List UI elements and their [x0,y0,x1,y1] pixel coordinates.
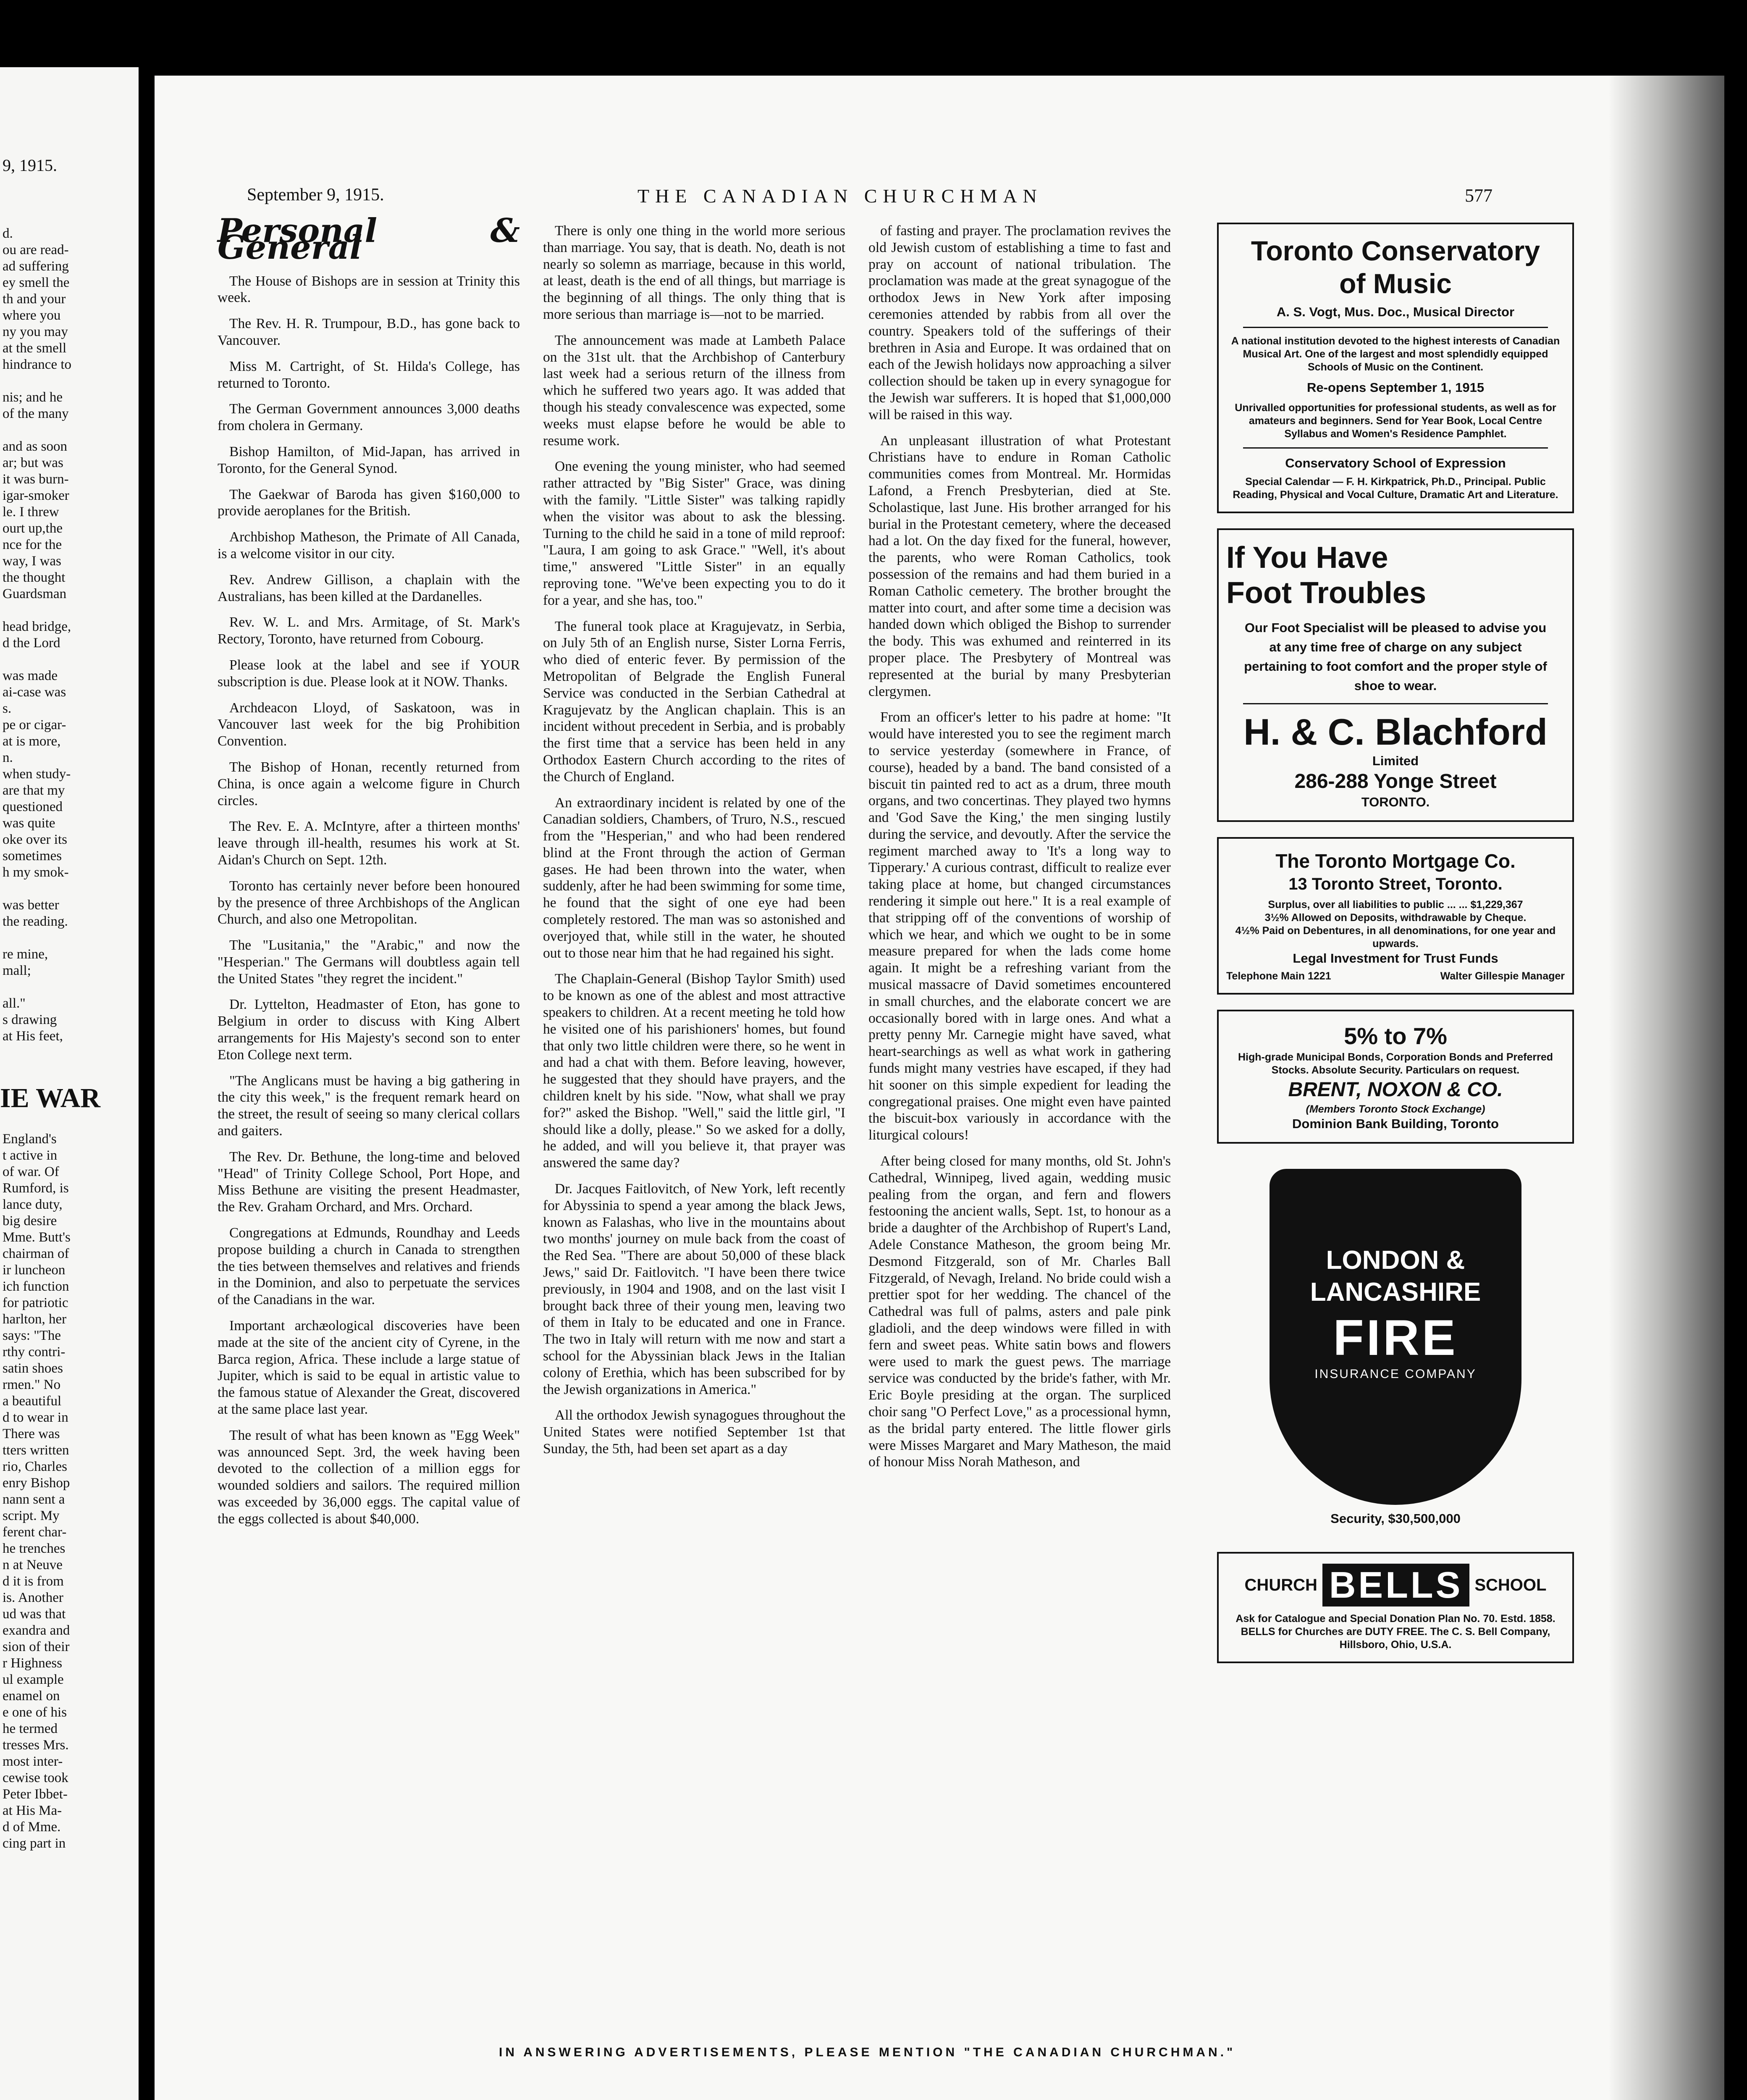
text-fragment: and as soon [3,439,67,454]
article-paragraph: The result of what has been known as "Egg Week" was announced Sept. 3rd, the week having been devoted to the collection of a million eggs for wounded soldiers and sailors. The required million was exceeded by 36,000 eggs. The capital value of the eggs collected is about $40,000. [218,1427,520,1527]
text-fragment: mall; [3,963,31,978]
article-paragraph: Archbishop Matheson, the Primate of All Canada, is a welcome visitor in our city. [218,529,520,562]
text-fragment: enry Bishop [3,1475,70,1491]
article-paragraph: The Rev. E. A. McIntyre, after a thirteen months' leave through ill-health, resumes his work at St. Aidan's Church on Sept. 12th. [218,819,520,868]
text-fragment: when study- [3,766,71,782]
article-paragraph: Rev. Andrew Gillison, a chaplain with the Australians, has been killed at the Dardanelles. [218,572,520,604]
adjacent-page-heading: IE WAR [0,1083,101,1113]
text-fragment: harlton, her [3,1312,67,1327]
column-3 [868,223,1171,1480]
column-personal-general [218,212,520,1537]
text-fragment: he trenches [3,1541,66,1556]
bells-banner [1226,1564,1565,1606]
text-fragment: ey smell the [3,275,70,290]
ad-title: Toronto Conservatory [1251,235,1540,266]
ad-church-bells [1217,1552,1574,1663]
article-paragraph: Bishop Hamilton, of Mid-Japan, has arrived in Toronto, for the General Synod. [218,444,520,476]
article-paragraph: From an officer's letter to his padre at home: "It would have interested you to see the regiment march to service yesterday (somewhere in France, of course), headed by a band. The band consisted of a biscuit tin painted red to act as a drum, three mouth organs, and two concertinas. They played two hymns and 'God Save the King,' the men singing lustily during the service, and devoutly. After the service the regiment marched away to 'It's a long way to Tipperary.' A curious contrast, difficult to realize ever taking place at home, but changed circumstances rendering it simple out here." It is a real example of that stripping off of the conventions of worship of which we hear, and which we ought to be in some measure prepared for when the lads come home again. It might be a refreshing variant from the musical massacre of David sometimes encountered in small churches, and the elaborate concert we are occasionally bored with in large ones. And what a pretty penny Mr. Carnegie might have saved, what heart-searchings as well as what work in gathering funds might many vestries have escaped, if they had hit sooner on this simple expedient for leading the congregational praises. One might even have painted the biscuit-box variously in accordance with the liturgical colours! [868,709,1171,1143]
text-fragment: Mme. Butt's [3,1230,71,1245]
text-fragment: le. I threw [3,504,59,520]
article-paragraph: The House of Bishops are in session at Trinity this week. [218,273,520,306]
text-fragment: d of Mme. [3,1819,61,1835]
text-fragment: nce for the [3,537,62,552]
text-fragment: Peter Ibbet- [3,1787,68,1802]
article-paragraph: Rev. W. L. and Mrs. Armitage, of St. Mark's Rectory, Toronto, have returned from Cobourg. [218,614,520,647]
text-fragment: ul example [3,1672,64,1687]
text-fragment: ich function [3,1279,69,1294]
text-fragment: it was burn- [3,472,69,487]
text-fragment: most inter- [3,1754,63,1769]
ad-debentures: 4½% Paid on Debentures, in all denominations, for one year and upwards. [1235,925,1556,950]
text-fragment: big desire [3,1213,57,1228]
adjacent-page-text-2 [0,1131,139,1852]
article-paragraph: The Bishop of Honan, recently returned from China, is once again a welcome figure in Church circles. [218,759,520,808]
article-paragraph: Dr. Lyttelton, Headmaster of Eton, has gone to Belgium in order to discuss with King Albert arrangements for His Majesty's second son to enter Eton College next term. [218,997,520,1063]
issue-date: September 9, 1915. [247,185,384,205]
ad-security: Security, $30,500,000 [1330,1511,1461,1526]
text-fragment: says: "The [3,1328,61,1343]
ad-city: TORONTO. [1361,795,1430,809]
adjacent-page-fragment [0,67,139,2100]
article-paragraph: All the orthodox Jewish synagogues throughout the United States were notified September 1st that Sunday, the 5th, had been set apart as a day [543,1407,846,1457]
text-fragment: ny you may [3,324,68,339]
article-paragraph: After being closed for many months, old St. John's Cathedral, Winnipeg, lived again, wedding music pealing from the organ, and fern and flowers festooning the ancient walls, Sept. 1st, to honour as a bride a daughter of the Archbishop of Rupert's Land, Adele Constance Matheson, the groom being Mr. Desmond Fitzgerald, son of Mr. Charles Ball Fitzgerald, of Nevagh, Ireland. No bride could wish a prettier spot for her wedding. The chancel of the Cathedral was full of palms, asters and pale pink gladioli, and the deep windows were filled in with fern and sweet peas. White satin bows and flowers were used to mark the guest pews. The marriage service was conducted by the bride's father, with Mr. Eric Boyle presiding at the organ. The surpliced choir sang "O Perfect Love," as a processional hymn, as the bridal party entered. The little flower girls were Misses Margaret and Mary Matheson, the maid of honour Miss Norah Matheson, and [868,1153,1171,1470]
binding-shadow [1608,76,1724,2100]
article-paragraph: There is only one thing in the world more serious than marriage. You say, that is death. No, death is not nearly so solemn as marriage, because in this world, at least, death is the end of all things, but marriage is the beginning of all things. The only thing that is more serious than marriage is—not to be married. [543,223,845,322]
text-fragment: lance duty, [3,1197,63,1212]
text-fragment: at the smell [3,341,67,356]
text-fragment: r Highness [3,1656,63,1671]
text-fragment: all." [3,996,26,1011]
ad-address: 286-288 Yonge Street [1294,770,1497,793]
column-2 [543,223,845,1467]
text-fragment: are that my [3,783,65,798]
text-fragment: for patriotic [3,1295,68,1310]
text-fragment: d the Lord [3,635,60,651]
text-fragment: ar; but was [3,455,63,470]
ad-surplus: Surplus, over all liabilities to public ... ... $1,229,367 [1268,899,1523,911]
article-paragraph: One evening the young minister, who had seemed rather attracted by "Big Sister" Grace, was dining with the family. "Little Sister" was talking rapidly when the visitor was about to ask the blessing. Turning to the child he said in a tone of mild reproof: "Laura, I am going to ask Grace." "Well, it's about time," answered "Little Sister" in an equally reproving tone. "We've been expecting you to do it for a year, and she has, too." [543,459,845,608]
text-fragment: rio, Charles [3,1459,67,1474]
article-paragraph: The announcement was made at Lambeth Palace on the 31st ult. that the Archbishop of Canterbury last week had a serious return of the illness from which he suffered two years ago. It was added that though his steady convalescence was expected, some weeks must elapse before he would be able to resume work. [543,332,845,449]
text-fragment: There was [3,1426,60,1441]
text-fragment: d it is from [3,1574,64,1589]
ad-director: A. S. Vogt, Mus. Doc., Musical Director [1276,304,1515,319]
shield-text-2: LANCASHIRE [1310,1278,1481,1307]
article-paragraph: The Chaplain-General (Bishop Taylor Smith) used to be known as one of the ablest and most attractive speakers to children. At a recent meeting he told how he visited one of his parishioners' homes, but found that only two little children were there, so he went in and had a chat with them. Before leaving, however, he suggested that they should have prayers, and the children knelt by his side. "Now, what shall we pray for?" asked the Bishop. "Well," said the little girl, "I should like a dolly, please." So we asked for a dolly, he added, and will you believe it, that prayer was answered the same day? [543,971,845,1171]
article-paragraph: "The Anglicans must be having a big gathering in the city this week," is the frequent remark heard on the street, the result of seeing so many clerical collars and gaiters. [218,1073,520,1139]
ad-reopens: Re-opens September 1, 1915 [1306,380,1485,395]
text-fragment: enamel on [3,1688,60,1704]
ad-manager: Walter Gillespie Manager [1440,970,1565,982]
text-fragment: d to wear in [3,1410,68,1425]
ad-foot-troubles [1217,528,1574,822]
article-paragraph: The Rev. Dr. Bethune, the long-time and beloved "Head" of Trinity College School, Port Hope, and Miss Bethune are visiting the present Headmaster, the Rev. Graham Orchard, and Mrs. Orchard. [218,1149,520,1215]
text-fragment: d. [3,226,13,241]
text-fragment [3,930,139,946]
text-fragment: where you [3,308,61,323]
article-paragraph: Please look at the label and see if YOUR subscription is due. Please look at it NOW. Thanks. [218,657,520,690]
article-paragraph: An extraordinary incident is related by one of the Canadian soldiers, Chambers, of Truro, N.S., rescued from the "Hesperian," and who had been rendered blind at the Front through the action of German gases. He had been thrown into the water, when suddenly, after he had been swimming for some time, he found that the sight of one eye had been completely restored. The man was so astonished and overjoyed that, while still in the water, he shouted out to those near him that he had regained his sight. [543,795,845,961]
article-paragraph: of fasting and prayer. The proclamation revives the old Jewish custom of establishing a time to fast and pray on account of national tribulation. The proclamation was made at the great synagogue of the orthodox Jews in New York after imposing ceremonies attended by rabbis from all over the country. Speakers told of the sufferings of their brethren in Asia and Europe. It was ordained that on each of the Jewish holidays now approaching a silver collection should be taken up in every synagogue for the Jewish war sufferers. It is hoped that $1,000,000 will be raised in this way. [868,223,1171,423]
adjacent-page-text [0,175,139,1045]
article-paragraph: The "Lusitania," the "Arabic," and now the "Hesperian." The Germans will doubtless again tell the United States "they regret the incident." [218,937,520,987]
text-fragment: chairman of [3,1246,69,1261]
divider [1243,447,1548,449]
text-fragment: igar-smoker [3,488,69,503]
ad-london-lancashire-fire [1217,1159,1574,1537]
text-fragment: th and your [3,291,66,307]
text-fragment [3,979,139,995]
ad-description: A national institution devoted to the highest interests of Canadian Musical Art. One of the largest and most splendidly equipped Schools of Music on the Continent. [1231,335,1560,373]
ad-members: (Members Toronto Stock Exchange) [1306,1103,1485,1115]
text-fragment: sometimes [3,848,62,864]
bells-right: SCHOOL [1474,1575,1547,1594]
text-fragment: Rumford, is [3,1181,69,1196]
text-fragment: he termed [3,1721,58,1736]
text-fragment: of the many [3,406,69,421]
ad-deposits: 3½% Allowed on Deposits, withdrawable by Cheque. [1264,912,1527,924]
running-header [155,185,1724,210]
text-fragment: n at Neuve [3,1557,63,1572]
text-fragment: nis; and he [3,390,63,405]
article-paragraph: The funeral took place at Kragujevatz, in Serbia, on July 5th of an English nurse, Sister Lorna Ferris, who died of enteric fever. By permission of the Metropolitan of Belgrade the English Funeral Service was conducted in the Serbian Cathedral at Kragujevatz by the Anglican chaplain. This is an incident without precedent in Serbia, and is probably the first time that a service has been held in any Orthodox Eastern Church according to the rites of the Church of England. [543,618,845,785]
article-paragraph: Toronto has certainly never before been honoured by the presence of three Archbishops of the Anglican Church, and also one Metropolitan. [218,878,520,927]
text-fragment: rthy contri- [3,1344,66,1360]
text-fragment: re mine, [3,947,48,962]
text-fragment: was quite [3,816,55,831]
publication-title: THE CANADIAN CHURCHMAN [637,185,1043,207]
ad-opportunities: Unrivalled opportunities for professional students, as well as for amateurs and beginners. Send for Year Book, Local Centre Syllabus and Women's Residence Pamphlet. [1235,402,1556,440]
text-fragment: the reading. [3,914,68,929]
article-paragraph: Important archæological discoveries have been made at the site of the ancient city of Cyrene, in the Barca region, Africa. These include a large statue of Jupiter, which is said to be equal in artistic value to the famous statue of Alexander the Great, discovered at the same place last year. [218,1318,520,1418]
text-fragment: way, I was [3,554,61,569]
ad-school-expression: Conservatory School of Expression [1285,456,1506,470]
ad-body: Ask for Catalogue and Special Donation Plan No. 70. Estd. 1858. BELLS for Churches are DUTY FREE. The C. S. Bell Company, Hillsboro, Ohio, U.S.A. [1235,1613,1556,1651]
text-fragment: nann sent a [3,1492,65,1507]
text-fragment: s. [3,701,12,716]
ad-company: BRENT, NOXON & CO. [1288,1079,1503,1101]
text-fragment: t active in [3,1148,58,1163]
text-fragment: s drawing [3,1012,57,1027]
ad-telephone: Telephone Main 1221 [1226,970,1331,982]
text-fragment: at His feet, [3,1029,63,1044]
ad-rate: 5% to 7% [1344,1023,1447,1049]
ad-address: 13 Toronto Street, Toronto. [1288,875,1503,893]
text-fragment: ai-case was [3,685,66,700]
section-heading: Personal & General [218,212,520,267]
text-fragment: ou are read- [3,242,69,257]
text-fragment: was made [3,668,58,683]
ad-title: If You Have [1226,541,1388,575]
text-fragment: was better [3,898,59,913]
text-fragment: at is more, [3,734,61,749]
text-fragment: at His Ma- [3,1803,62,1818]
ad-contact-row [1226,970,1565,983]
article-paragraph: Miss M. Cartright, of St. Hilda's College, has returned to Toronto. [218,358,520,391]
shield-text-insurance: INSURANCE COMPANY [1314,1367,1477,1381]
divider [1243,327,1548,328]
text-fragment: ferent char- [3,1525,67,1540]
text-fragment: questioned [3,799,63,814]
ad-title-2: of Music [1339,268,1452,299]
advertisements-column [1217,223,1574,1678]
text-fragment: ad suffering [3,259,69,274]
text-fragment: ourt up,the [3,521,63,536]
text-fragment: cing part in [3,1836,66,1851]
article-paragraph: The Rev. H. R. Trumpour, B.D., has gone back to Vancouver. [218,316,520,348]
text-fragment: script. My [3,1508,60,1523]
shield-logo [1270,1169,1521,1505]
text-fragment: ir luncheon [3,1263,66,1278]
shield-text-fire: FIRE [1333,1310,1458,1366]
adjacent-page-date: 9, 1915. [3,156,57,175]
page-number: 577 [1465,185,1493,206]
article-paragraph: An unpleasant illustration of what Protestant Christians have to endure in Roman Catholic communities comes from Montreal. Mr. Hormidas Lafond, a French Presbyterian, died at Ste. Scholastique, last June. His brother arranged for his burial in the Protestant cemetery, where the deceased had a lot. On the day fixed for the funeral, however, the parents, who were Roman Catholics, took possession of the remains and had them buried in a Roman Catholic cemetery. The brother brought the matter into court, and after some time a decision was handed down which obliged the Bishop to surrender the body. This was exhumed and reinterred in its proper place. The Presbytery of Montreal was represented at the burial by many Presbyterian clergymen. [868,433,1171,699]
article-paragraph: The German Government announces 3,000 deaths from cholera in Germany. [218,401,520,434]
text-fragment: cewise took [3,1770,68,1785]
text-fragment: rmen." No [3,1377,61,1392]
ad-toronto-mortgage [1217,837,1574,995]
text-fragment: Guardsman [3,586,67,601]
article-paragraph: Dr. Jacques Faitlovitch, of New York, left recently for Abyssinia to spend a year among the black Jews, known as Falashas, who live in the mountains about two months' journey on mule back from the coast of the Red Sea. "There are about 50,000 of these black Jews," said Dr. Faitlovitch. "I have been there twice previously, in 1904 and 1908, and on the last visit I brought back three of their young men, leaving two of them in Italy to be educated and one in France. The two in Italy will return with me now and start a school for the Abyssinian black Jews in the Italian colony of Erethia, which has been subscribed for by the Jewish organizations in America." [543,1181,845,1397]
text-fragment [3,373,139,389]
ad-special-calendar: Special Calendar — F. H. Kirkpatrick, Ph.D., Principal. Public Reading, Physical and Vocal Culture, Dramatic Art and Literature. [1233,476,1558,501]
text-fragment: hindrance to [3,357,72,372]
ad-title: The Toronto Mortgage Co. [1275,850,1516,872]
ad-toronto-conservatory [1217,223,1574,513]
ad-legal-investment: Legal Investment for Trust Funds [1293,951,1498,966]
text-fragment: n. [3,750,13,765]
ad-description: High-grade Municipal Bonds, Corporation Bonds and Preferred Stocks. Absolute Security. Particulars on request. [1238,1051,1553,1076]
text-fragment: sion of their [3,1639,70,1654]
text-fragment: ud was that [3,1606,66,1622]
text-fragment: the thought [3,570,66,585]
text-fragment [3,422,139,438]
text-fragment: satin shoes [3,1361,63,1376]
text-fragment: of war. Of [3,1164,59,1179]
text-fragment: h my smok- [3,865,69,880]
text-fragment [3,881,139,897]
text-fragment: oke over its [3,832,67,847]
ad-limited: Limited [1372,753,1419,768]
ad-body: Our Foot Specialist will be pleased to advise you at any time free of charge on any subject pertaining to foot comfort and the proper style of shoe to wear. [1244,620,1547,693]
shield-text-1: LONDON & [1326,1246,1465,1275]
article-paragraph: Archdeacon Lloyd, of Saskatoon, was in Vancouver last week for the big Prohibition Convention. [218,700,520,749]
text-fragment [3,651,139,668]
bells-left: CHURCH [1244,1575,1317,1594]
ad-building: Dominion Bank Building, Toronto [1292,1116,1499,1131]
text-fragment: tresses Mrs. [3,1738,69,1753]
newspaper-page [155,76,1724,2100]
article-paragraph: The Gaekwar of Baroda has given $160,000 to provide aeroplanes for the British. [218,486,520,519]
text-fragment: exandra and [3,1623,70,1638]
text-fragment: e one of his [3,1705,67,1720]
ad-brent-noxon [1217,1010,1574,1144]
footer-notice: IN ANSWERING ADVERTISEMENTS, PLEASE MENTION "THE CANADIAN CHURCHMAN." [499,2045,1236,2059]
text-fragment: a beautiful [3,1394,62,1409]
ad-company: H. & C. Blachford [1243,711,1548,753]
text-fragment: tters written [3,1443,69,1458]
article-paragraph: Congregations at Edmunds, Roundhay and Leeds propose building a church in Canada to strengthen the ties between themselves and relatives and friends in the Dominion, and also to perpetuate the services of the Canadians in the war. [218,1225,520,1308]
text-fragment [3,602,139,619]
text-fragment: is. Another [3,1590,63,1605]
text-fragment: England's [3,1131,57,1147]
bells-middle: BELLS [1322,1564,1469,1606]
ad-title-2: Foot Troubles [1226,576,1426,610]
text-fragment: head bridge, [3,619,71,634]
text-fragment: pe or cigar- [3,717,66,732]
divider [1243,703,1548,704]
